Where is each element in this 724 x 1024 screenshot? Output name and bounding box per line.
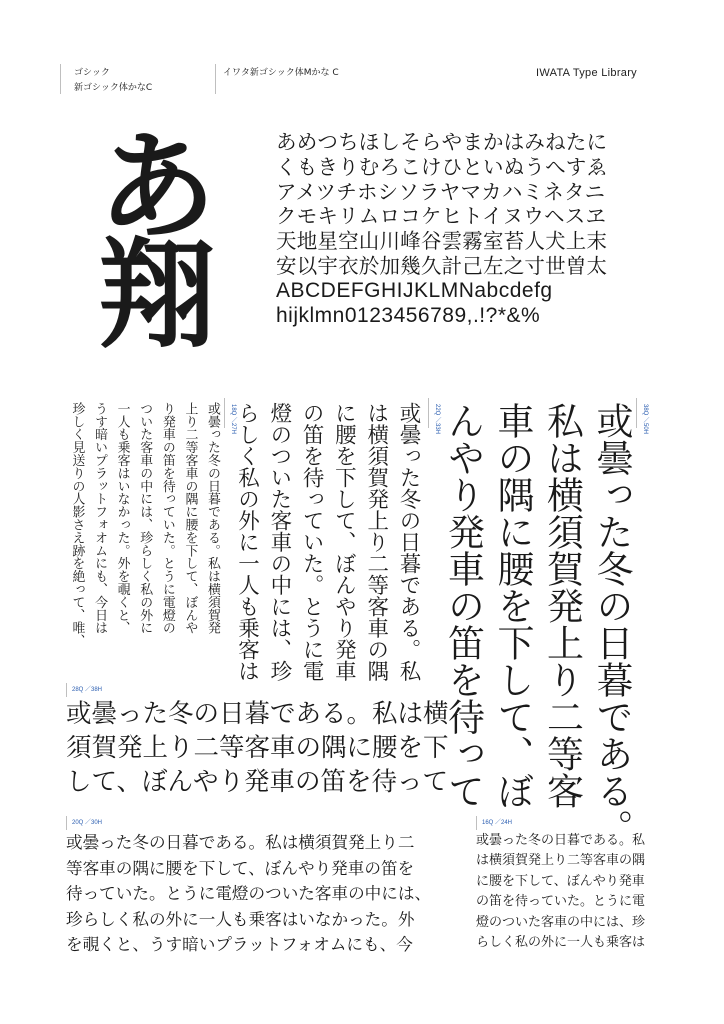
specimen-line: アメツチホシソラヤマカハミネタニ [276, 179, 606, 204]
specimen-line: ABCDEFGHIJKLMNabcdefg [276, 278, 553, 302]
header-rule-2 [215, 64, 216, 94]
specimen-line: hijklmn0123456789,.!?*&% [276, 303, 541, 327]
text-line: に腰を下して、ぼんやり発車 [476, 873, 645, 889]
text-column: 珍しく見送りの人影さえ跡を絶って、唯、 [69, 402, 85, 648]
hero-glyph-a: あ [98, 118, 217, 256]
sample-28q [66, 697, 449, 799]
text-line: して、ぼんやり発車の笛を待って [66, 767, 448, 797]
sample-20q [66, 830, 431, 958]
size-label-28q: 28Q ／38H [72, 687, 103, 693]
text-column: 私は横須賀発上り二等客 [540, 402, 584, 809]
specimen-line: 天地星空山川峰谷雲霧室苔人犬上末 [276, 229, 608, 254]
text-column: ついた客車の中には、珍らしく私の外に [137, 402, 153, 635]
text-column: 或曇った冬の日暮である。私 [396, 402, 421, 682]
size-label-16q: 16Q ／24H [482, 820, 513, 826]
header-font-name: イワタ新ゴシック体Mかな C [223, 68, 339, 78]
text-column: らしく私の外に一人も乗客は [234, 402, 260, 682]
text-line: は横須賀発上り二等客車の隅 [476, 853, 646, 869]
text-line: 珍らしく私の外に一人も乗客はいなかった。外 [66, 909, 415, 929]
sample-22q [230, 402, 424, 682]
text-column: に腰を下して、ぼんやり発車 [331, 402, 357, 682]
text-column: 或曇った冬の日暮である。私は横須賀発 [205, 402, 220, 635]
text-column: は横須賀発上り二等客車の隅 [363, 402, 389, 682]
specimen-line: くもきりむろこけひといぬうへすゑ [276, 154, 608, 179]
header-brand: IWATA Type Library [536, 67, 637, 79]
text-column: の笛を待っていた。とうに電 [299, 402, 325, 682]
rule-22q [428, 398, 429, 428]
specimen-line: あめつちほしそらやまかはみねたに [276, 130, 608, 154]
size-label-20q: 20Q ／30H [72, 820, 103, 826]
text-column: 燈のついた客車の中には、珍 [266, 402, 292, 682]
rule-20q [66, 816, 67, 830]
rule-28q [66, 683, 67, 697]
text-column: 或曇った冬の日暮である。 [590, 402, 633, 846]
hero-glyph-sho: 翔 [98, 226, 217, 364]
text-column: うす暗いプラットフォオムにも、今日は [92, 402, 108, 635]
text-column: 車の隅に腰を下して、ぼ [491, 402, 534, 809]
sample-16q [476, 831, 645, 953]
character-specimen [276, 130, 607, 328]
header-category: ゴシック [74, 68, 110, 78]
rule-16q [476, 816, 477, 830]
text-column: 一人も乗客はいなかった。外を覗くと、 [114, 402, 130, 635]
text-line: 待っていた。とうに電燈のついた客車の中には、 [66, 884, 432, 903]
size-label-18q: 18Q ／27H [230, 404, 236, 435]
text-line: を覗くと、うす暗いプラットフォオムにも、今 [66, 935, 413, 954]
text-line: の笛を待っていた。とうに電 [476, 894, 646, 910]
text-line: らしく私の外に一人も乗客は [476, 935, 646, 951]
text-column: り発車の笛を待っていた。とうに電燈の [159, 402, 175, 635]
header-family: 新ゴシック体かなC [74, 83, 153, 93]
header-rule-1 [60, 64, 61, 94]
text-column: んやり発車の笛を待って [441, 402, 485, 809]
text-line: 或曇った冬の日暮である。私は横須賀発上り二 [66, 833, 415, 852]
sample-18q [65, 402, 223, 647]
text-line: 等客車の隅に腰を下して、ぼんやり発車の笛を [66, 858, 415, 878]
rule-18q [224, 398, 225, 428]
specimen-line: 安以宇衣於加幾久計己左之寸世曽太 [276, 253, 608, 278]
text-line: 或曇った冬の日暮である。私 [476, 833, 646, 848]
text-line: 須賀発上り二等客車の隅に腰を下 [66, 733, 449, 763]
specimen-line: クモキリムロコケヒトイヌウヘスヱ [276, 204, 607, 229]
text-line: 或曇った冬の日暮である。私は横 [66, 699, 449, 729]
size-label-38q: 38Q ／50H [642, 404, 648, 435]
rule-38q [636, 398, 637, 428]
text-column: 上り二等客車の隅に腰を下して、ぼんや [182, 402, 198, 635]
sample-38q [438, 402, 636, 846]
size-label-22q: 22Q ／33H [434, 404, 440, 435]
text-line: 燈のついた客車の中には、珍 [476, 914, 646, 930]
